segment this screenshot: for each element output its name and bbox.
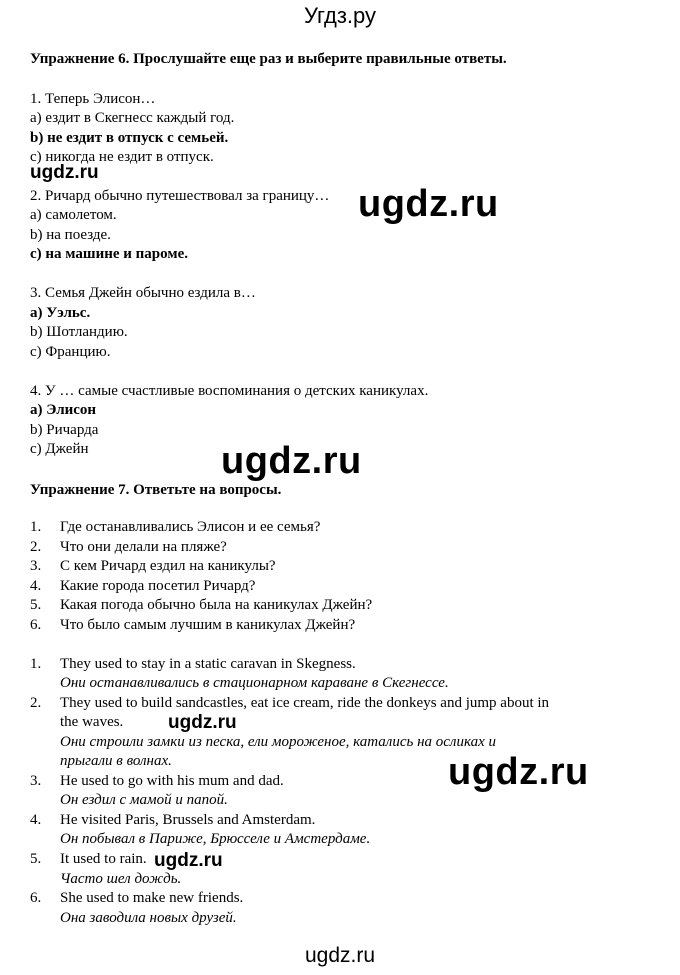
question-item — [0, 558, 680, 578]
q2-stem: 2. Ричард обычно путешествовал за границу… — [30, 188, 330, 204]
q3-option-b: b) Шотландию. — [30, 324, 128, 340]
question-number: 2. — [30, 539, 42, 555]
question-item — [0, 578, 680, 598]
watermark: ugdz.ru — [30, 162, 99, 183]
q4-option-c: c) Джейн — [30, 441, 89, 457]
answer-russian: Он ездил с мамой и папой. — [60, 792, 228, 808]
q1-option-c: c) никогда не ездит в отпуск. — [30, 149, 214, 165]
watermark: ugdz.ru — [221, 440, 362, 482]
watermark: ugdz.ru — [154, 850, 223, 871]
question-number: 3. — [30, 558, 42, 574]
watermark: ugdz.ru — [358, 183, 499, 225]
q3-option-a-correct: a) Уэльс. — [30, 305, 91, 321]
q1-option-b-correct: b) не ездит в отпуск с семьей. — [30, 130, 229, 146]
answer-russian: Она заводила новых друзей. — [60, 910, 237, 926]
answer-english: They used to build sandcastles, eat ice cream, ride the donkeys and jump about in — [60, 695, 550, 711]
site-header: Угдз.ру — [303, 3, 377, 28]
q1-option-a: a) ездит в Скегнесс каждый год. — [30, 110, 235, 126]
answer-russian-cont: прыгали в волнах. — [60, 753, 172, 769]
question-item — [0, 617, 680, 637]
q4-stem: 4. У … самые счастливые воспоминания о детских каникулах. — [30, 383, 429, 399]
question-text: Что они делали на пляже? — [60, 539, 227, 555]
question-number: 5. — [30, 597, 42, 613]
site-footer: ugdz.ru — [304, 944, 376, 967]
answer-english: She used to make new friends. — [60, 890, 244, 906]
watermark: ugdz.ru — [168, 712, 237, 733]
answer-russian: Они останавливались в стационарном караване в Скегнессе. — [60, 675, 449, 691]
question-text: С кем Ричард ездил на каникулы? — [60, 558, 276, 574]
question-item — [0, 519, 680, 539]
answer-number: 4. — [30, 812, 42, 828]
answer-number: 5. — [30, 851, 42, 867]
question-text: Где останавливались Элисон и ее семья? — [60, 519, 321, 535]
answer-russian: Он побывал в Париже, Брюсселе и Амстердаме. — [60, 831, 371, 847]
q2-option-a: a) самолетом. — [30, 207, 117, 223]
question-number: 4. — [30, 578, 42, 594]
answer-number: 2. — [30, 695, 42, 711]
q2-option-c-correct: c) на машине и пароме. — [30, 246, 188, 262]
exercise-6-title: Упражнение 6. Прослушайте еще раз и выберите правильные ответы. — [30, 51, 507, 67]
answer-english: They used to stay in a static caravan in Skegness. — [60, 656, 356, 672]
q4-option-b: b) Ричарда — [30, 422, 99, 438]
answer-english: He visited Paris, Brussels and Amsterdam. — [60, 812, 316, 828]
question-number: 1. — [30, 519, 42, 535]
question-text: Какие города посетил Ричард? — [60, 578, 256, 594]
question-text: Какая погода обычно была на каникулах Джейн? — [60, 597, 373, 613]
question-number: 6. — [30, 617, 42, 633]
question-item — [0, 539, 680, 559]
answer-russian: Они строили замки из песка, ели мороженое, катались на осликах и — [60, 734, 497, 750]
q3-stem: 3. Семья Джейн обычно ездила в… — [30, 285, 256, 301]
answer-english: It used to rain. — [60, 851, 147, 867]
q4-option-a-correct: a) Элисон — [30, 402, 97, 418]
answer-number: 6. — [30, 890, 42, 906]
question-item — [0, 597, 680, 617]
answer-english-cont: the waves. — [60, 714, 124, 730]
answer-number: 3. — [30, 773, 42, 789]
exercise-7-title: Упражнение 7. Ответьте на вопросы. — [30, 482, 282, 498]
q3-option-c: c) Францию. — [30, 344, 111, 360]
answer-russian: Часто шел дождь. — [60, 871, 182, 887]
watermark: ugdz.ru — [448, 751, 589, 793]
q1-stem: 1. Теперь Элисон… — [30, 91, 156, 107]
question-text: Что было самым лучшим в каникулах Джейн? — [60, 617, 356, 633]
q2-option-b: b) на поезде. — [30, 227, 111, 243]
answer-number: 1. — [30, 656, 42, 672]
answer-english: He used to go with his mum and dad. — [60, 773, 284, 789]
